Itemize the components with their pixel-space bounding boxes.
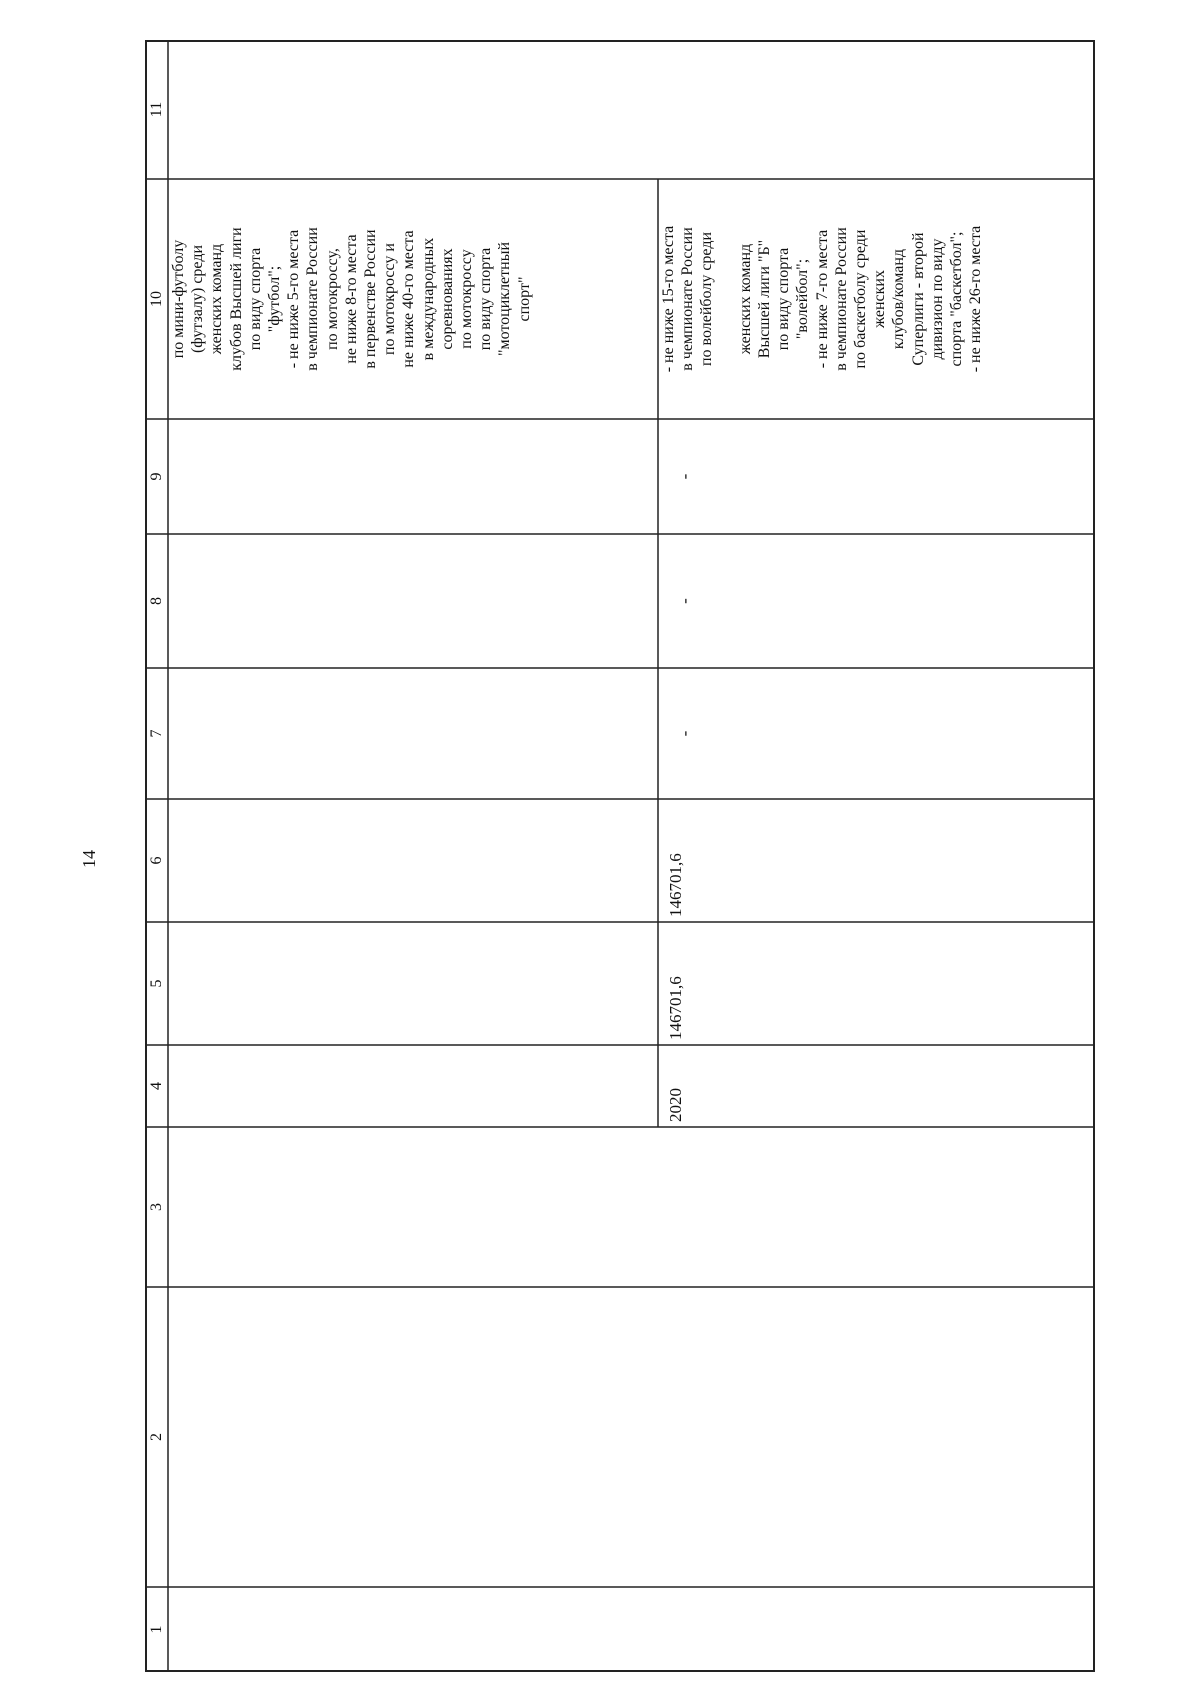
row-2-col-7-cell: - [675,730,694,737]
column-header-10: 10 [147,291,165,307]
row-2-col-10-cell: - не ниже 15-го места в чемпионате России по волейболу среди женских команд Высшей лиги "Б" по виду спорта "волейбол"; - не ниже 7-го места в чемпионате России по баскетболу среди женских клубов/команд Суперлиги - второй дивизион по виду спорта "баскетбол"; - не ниже 26-го места [660,225,985,373]
data-table [145,40,1095,1672]
column-header-5: 5 [147,979,165,988]
column-header-4: 4 [147,1082,165,1090]
rotated-table-container [145,40,1095,1672]
row-1-col-10-cell: по мини-футболу (футзалу) среди женских команд клубов Высшей лиги по виду спорта "футбол"; - не ниже 5-го места в чемпионате России по мотокроссу, не ниже 8-го места в первенстве России по мотокроссу и не ниже 40-го места в международных соревнованиях по мотокроссу по виду спорта "мотоциклетный спорт" [170,227,533,371]
column-header-7: 7 [147,729,165,738]
column-header-1: 1 [147,1625,165,1634]
column-header-2: 2 [147,1433,165,1441]
column-header-9: 9 [147,472,165,481]
column-header-11: 11 [147,101,165,118]
row-2-col-9-cell: - [675,473,694,480]
column-header-6: 6 [147,856,165,865]
column-header-8: 8 [147,597,165,605]
page-number: 14 [79,850,99,868]
row-2-col-8-cell: - [675,598,694,604]
row-2-col-6-cell: 146701,6 [666,853,685,917]
row-2-col-5-cell: 146701,6 [666,976,685,1040]
column-header-3: 3 [147,1203,165,1211]
row-2-col-4-cell: 2020 [666,1088,685,1122]
